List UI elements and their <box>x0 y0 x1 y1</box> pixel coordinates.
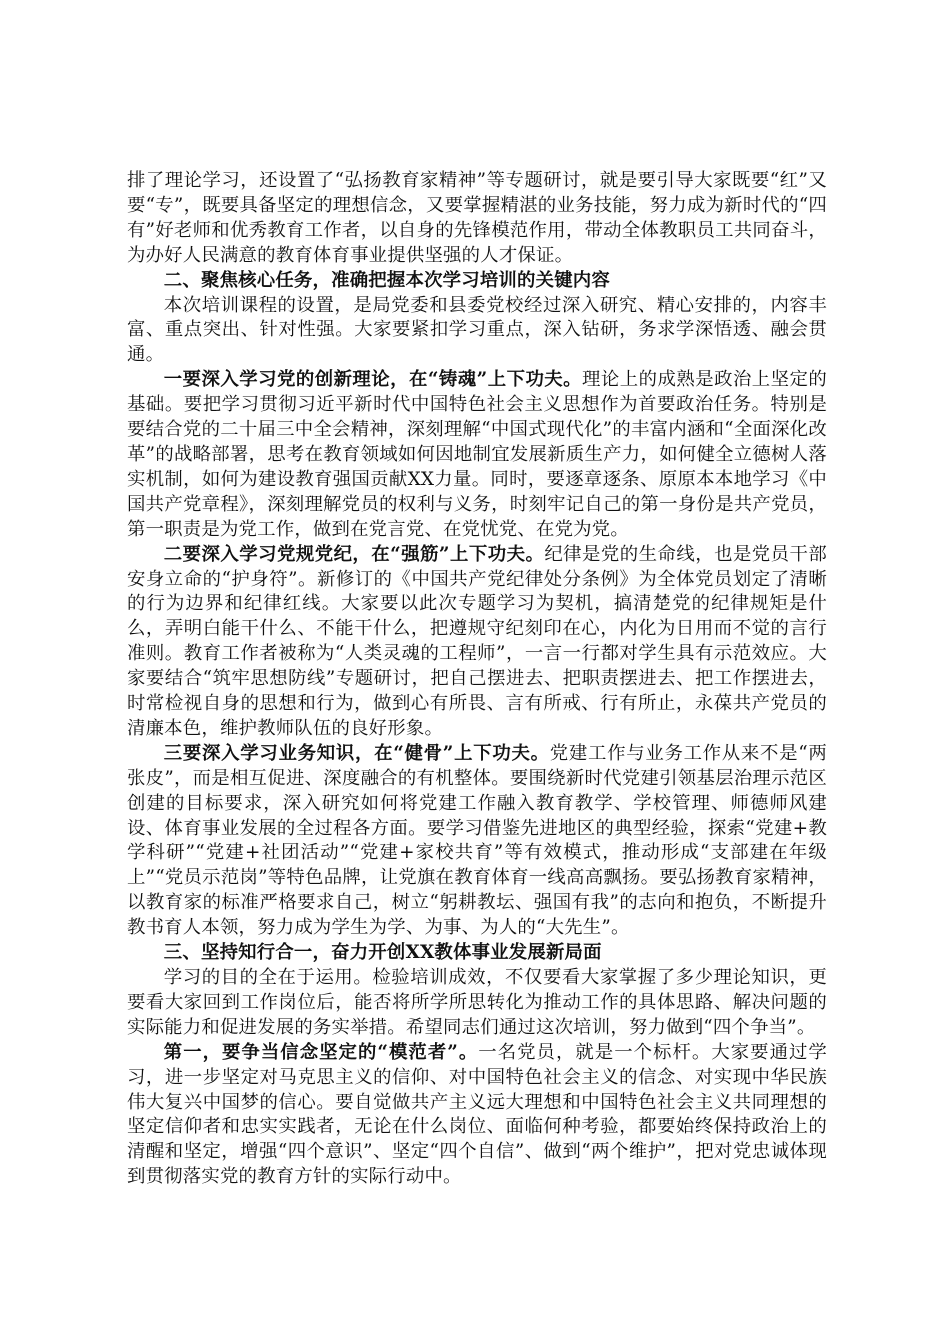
heading-text: 二、聚焦核心任务，准确把握本次学习培训的关键内容 <box>163 269 610 291</box>
continuation-paragraph <box>127 169 827 269</box>
paragraph-lead: 一要深入学习党的创新理论，在“铸魂”上下功夫。 <box>163 369 583 391</box>
paragraph-text: 一名党员，就是一个标杆。大家要通过学习，进一步坚定对马克思主义的信仰、对中国特色社会主义的信念、对实现中华民族伟大复兴中国梦的信心。要自觉做共产主义远大理想和中国特色社会主义共同理想的坚定信仰者和忠实实践者，无论在什么岗位、面临何种考验，都要始终保持政治上的清醒和坚定，增强“四个意识”、坚定“四个自信”、做到“两个维护”，把对党忠诚体现到贯彻落实党的教育方针的实际行动中。 <box>127 1041 827 1188</box>
body-paragraph <box>127 966 827 1041</box>
paragraph-text: 理论上的成熟是政治上坚定的基础。要把学习贯彻习近平新时代中国特色社会主义思想作为首要政治任务。特别是要结合党的二十届三中全会精神，深刻理解“中国式现代化”的丰富内涵和“全面深化改革”的战略部署，思考在教育领域如何因地制宜发展新质生产力，如何健全立德树人落实机制，如何为建设教育强国贡献XX力量。同时，要逐章逐条、原原本本地学习《中国共产党章程》，深刻理解党员的权利与义务，时刻牢记自己的第一身份是共产党员，第一职责是为党工作，做到在党言党、在党忧党、在党为党。 <box>127 369 827 540</box>
paragraph-text: 纪律是党的生命线，也是党员干部安身立命的“护身符”。新修订的《中国共产党纪律处分条例》为全体党员划定了清晰的行为边界和纪律红线。大家要以此次专题学习为契机，搞清楚党的纪律规矩是什么，弄明白能干什么、不能干什么，把遵规守纪刻印在心，内化为日用而不觉的言行准则。教育工作者被称为“人类灵魂的工程师”，一言一行都对学生具有示范效应。大家要结合“筑牢思想防线”专题研讨，把自己摆进去、把职责摆进去、把工作摆进去，时常检视自身的思想和行为，做到心有所畏、言有所戒、行有所止，永葆共产党员的清廉本色，维护教师队伍的良好形象。 <box>127 543 827 739</box>
paragraph-lead: 二要深入学习党规党纪，在“强筋”上下功夫。 <box>163 543 545 565</box>
point-paragraph-1 <box>127 368 827 542</box>
point-paragraph-2 <box>127 543 827 742</box>
paragraph-text: 本次培训课程的设置，是局党委和县委党校经过深入研究、精心安排的，内容丰富、重点突出、针对性强。大家要紧扣学习重点，深入钻研，务求学深悟透、融会贯通。 <box>127 294 827 366</box>
point-paragraph-4 <box>127 1041 827 1190</box>
point-paragraph-3 <box>127 742 827 941</box>
section-heading-2 <box>127 269 827 294</box>
document-body <box>127 169 827 1190</box>
paragraph-text: 排了理论学习，还设置了“弘扬教育家精神”等专题研讨，就是要引导大家既要“红”又要“专”，既要具备坚定的理想信念，又要掌握精湛的业务技能，努力成为新时代的“四有”好老师和优秀教育工作者，以自身的先锋模范作用，带动全体教职员工共同奋斗，为办好人民满意的教育体育事业提供坚强的人才保证。 <box>127 170 827 266</box>
heading-text: 三、坚持知行合一，奋力开创XX教体事业发展新局面 <box>163 942 602 964</box>
paragraph-lead: 三要深入学习业务知识，在“健骨”上下功夫。 <box>163 742 550 764</box>
paragraph-lead: 第一，要争当信念坚定的“模范者”。 <box>163 1041 479 1063</box>
body-paragraph <box>127 294 827 369</box>
section-heading-3 <box>127 941 827 966</box>
paragraph-text: 学习的目的全在于运用。检验培训成效，不仅要看大家掌握了多少理论知识，更要看大家回到工作岗位后，能否将所学所思转化为推动工作的具体思路、解决问题的实际能力和促进发展的务实举措。希望同志们通过这次培训，努力做到“四个争当”。 <box>127 967 827 1038</box>
paragraph-text: 党建工作与业务工作从来不是“两张皮”，而是相互促进、深度融合的有机整体。要围绕新时代党建引领基层治理示范区创建的目标要求，深入研究如何将党建工作融入教育教学、学校管理、师德师风建设、体育事业发展的全过程各方面。要学习借鉴先进地区的典型经验，探索“党建+教学科研”“党建+社团活动”“党建+家校共育”等有效模式，推动形成“支部建在年级上”“党员示范岗”等特色品牌，让党旗在教育体育一线高高飘扬。要弘扬教育家精神，以教育家的标准严格要求自己，树立“躬耕教坛、强国有我”的志向和抱负，不断提升教书育人本领，努力成为学生为学、为事、为人的“大先生”。 <box>127 742 828 939</box>
